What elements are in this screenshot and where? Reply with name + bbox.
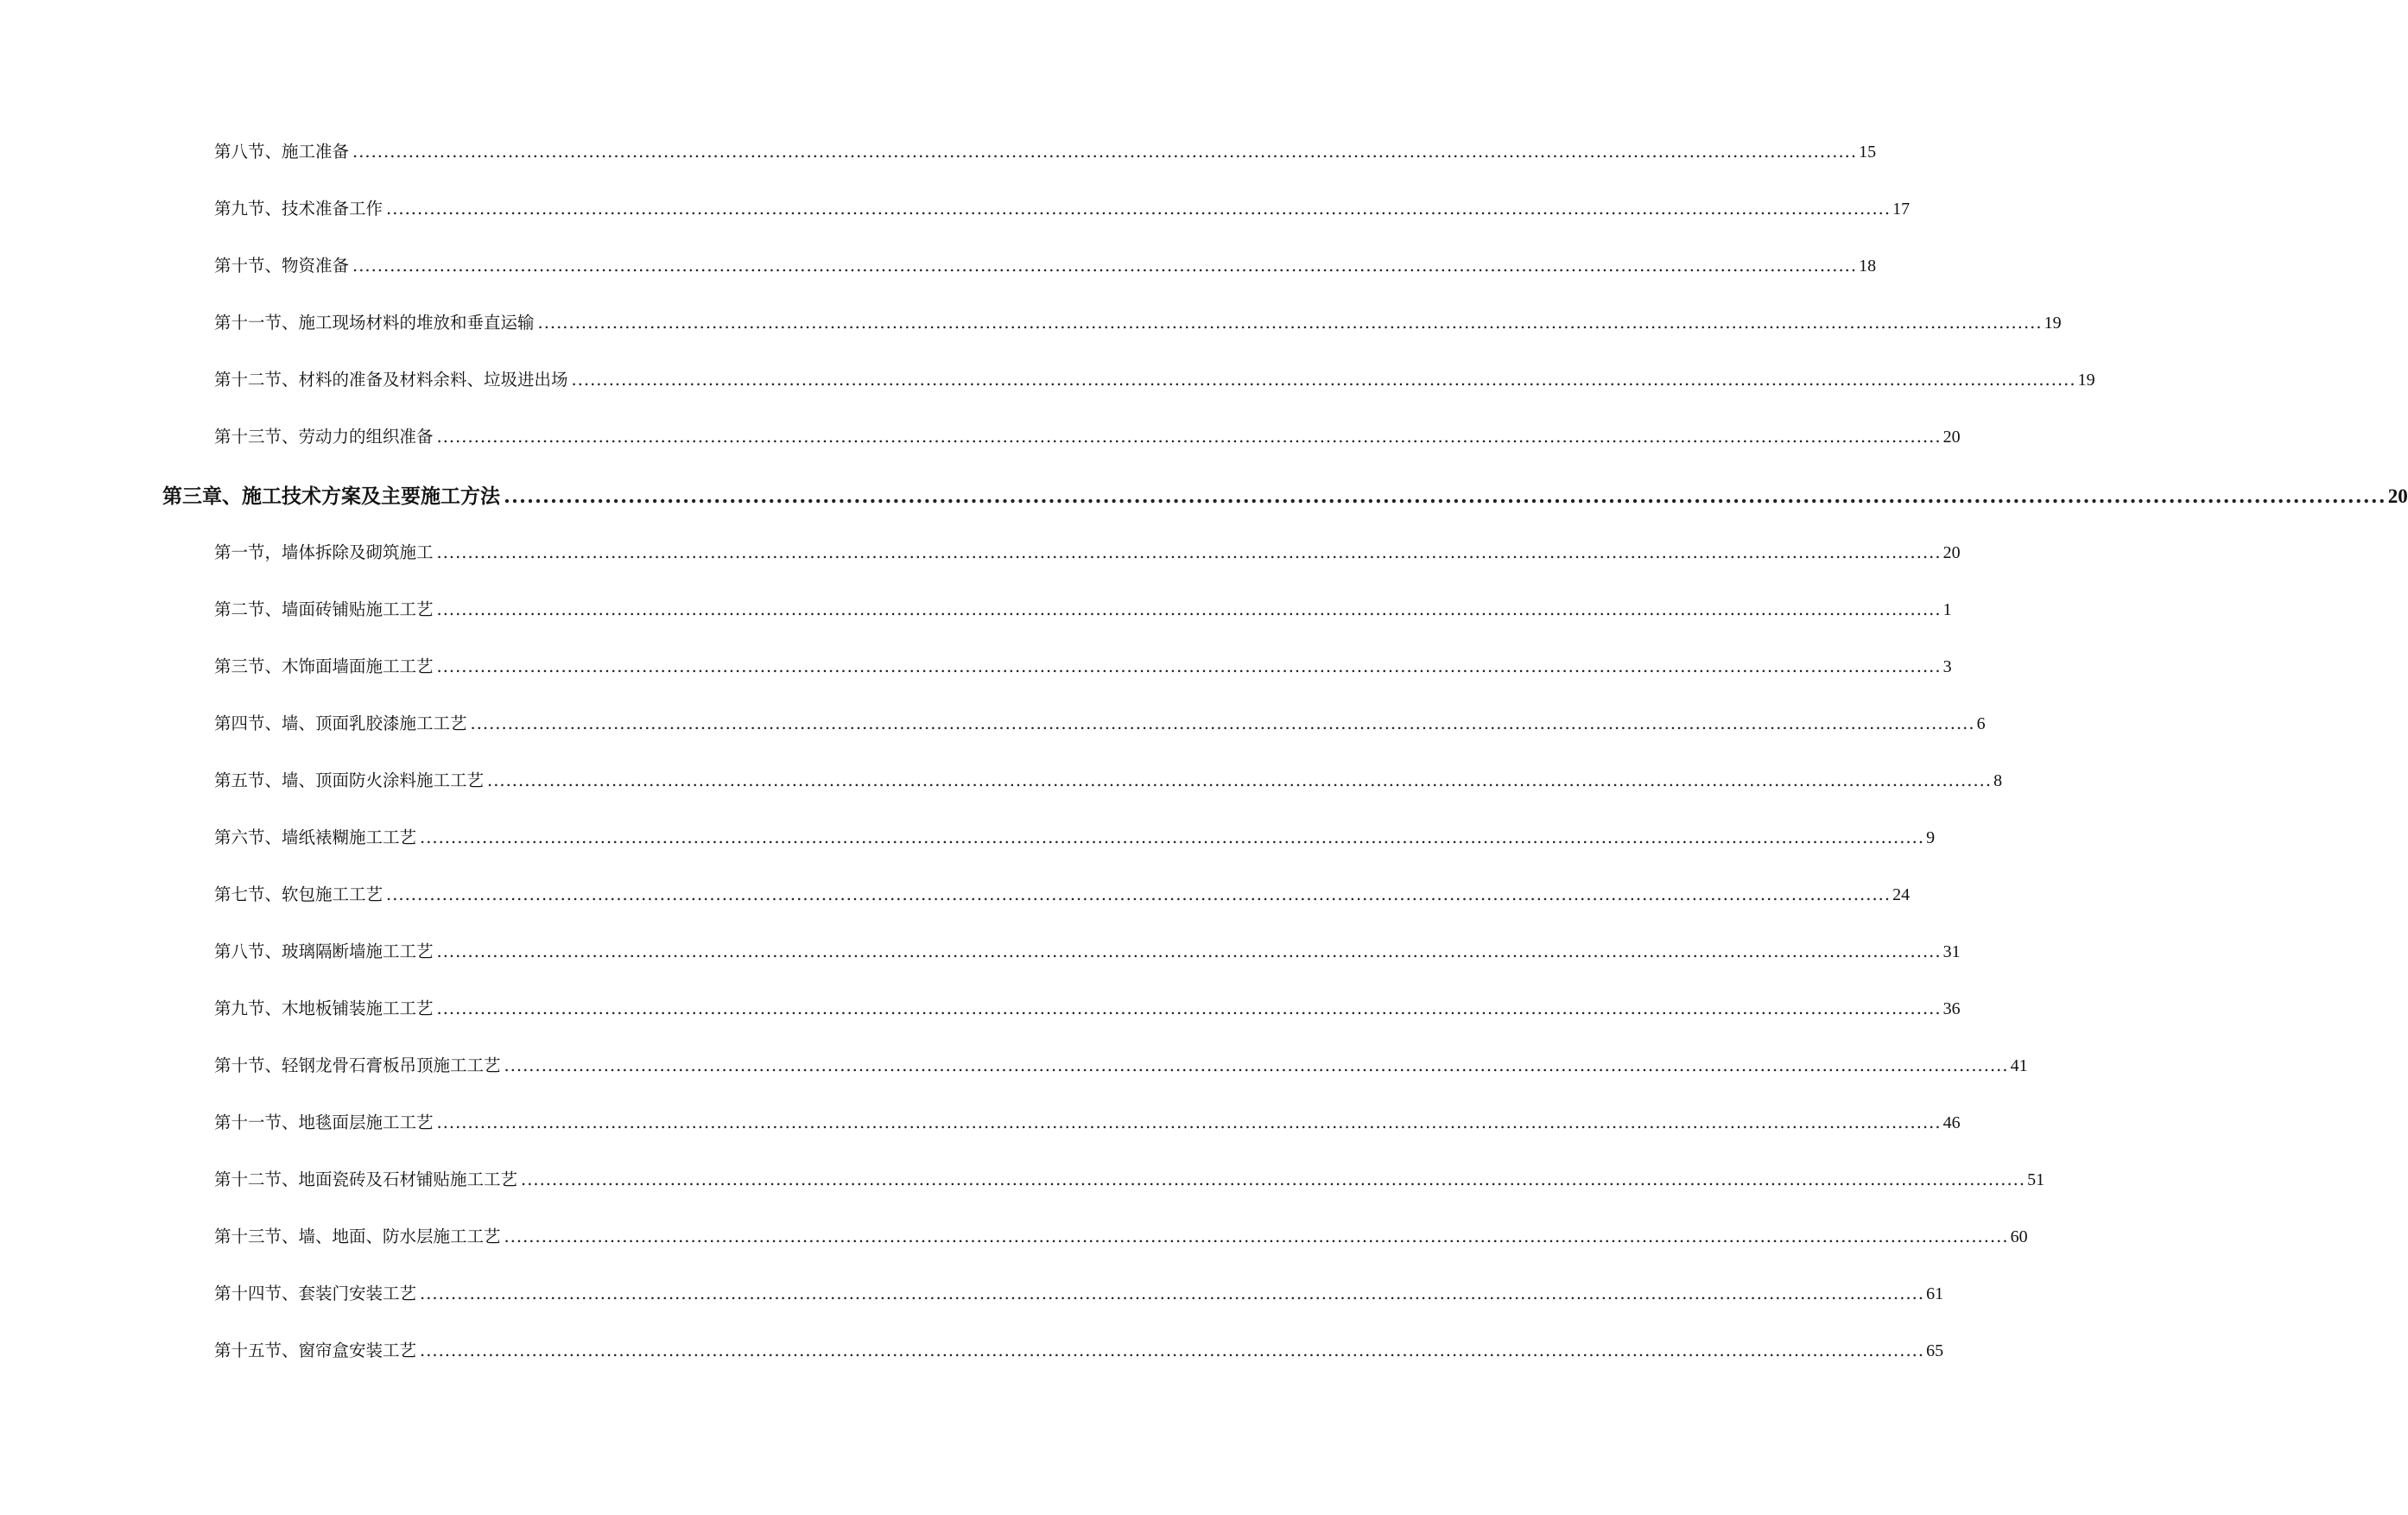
toc-entry-page-number: 24 xyxy=(1892,885,1911,904)
toc-entry-title: 第一节，墙体拆除及砌筑施工 xyxy=(214,542,434,562)
toc-leader-dots: .................................................................................................................................................................................................................................................. xyxy=(504,1055,2009,1075)
toc-entry-page-number: 20 xyxy=(1942,543,1961,562)
toc-entry-title: 第七节、软包施工工艺 xyxy=(214,884,383,904)
toc-leader-dots: .................................................................................................................................................................................................................................................. xyxy=(436,542,1942,562)
toc-entry-title: 第十二节、材料的准备及材料余料、垃圾进出场 xyxy=(214,370,568,390)
toc-entry-section-5[interactable] xyxy=(214,767,2003,791)
toc-entry-page-number: 46 xyxy=(1942,1113,1961,1132)
toc-entry-section-11b[interactable] xyxy=(214,1109,1961,1133)
toc-entry-page-number: 20 xyxy=(1942,428,1961,447)
toc-entry-section-13[interactable] xyxy=(214,423,1961,447)
toc-entry-section-6[interactable] xyxy=(214,824,1936,848)
toc-entry-page-number: 15 xyxy=(1859,143,1877,162)
toc-entry-section-12[interactable] xyxy=(214,366,2095,390)
toc-entry-page-number: 20 xyxy=(2387,485,2408,507)
toc-leader-dots: .................................................................................................................................................................................................................................................. xyxy=(386,199,1892,219)
toc-entry-page-number: 36 xyxy=(1942,999,1961,1018)
toc-entry-title: 第九节、技术准备工作 xyxy=(214,199,383,219)
toc-entry-section-9[interactable] xyxy=(214,195,1911,219)
toc-entry-title: 第十五节、窗帘盒安装工艺 xyxy=(214,1341,417,1360)
toc-leader-dots: .................................................................................................................................................................................................................................................. xyxy=(436,599,1942,619)
toc-entry-title: 第十一节、地毯面层施工工艺 xyxy=(214,1112,434,1132)
toc-entry-section-14[interactable] xyxy=(214,1280,1944,1304)
toc-entry-title: 第十三节、墙、地面、防水层施工工艺 xyxy=(214,1227,501,1246)
toc-entry-page-number: 19 xyxy=(2077,371,2095,390)
toc-entry-section-4[interactable] xyxy=(214,710,1986,734)
toc-entry-page-number: 17 xyxy=(1892,200,1911,219)
toc-entry-title: 第十节、轻钢龙骨石膏板吊顶施工工艺 xyxy=(214,1055,501,1075)
toc-entry-page-number: 8 xyxy=(1993,771,2003,790)
toc-entry-title: 第五节、墙、顶面防火涂料施工工艺 xyxy=(214,770,485,790)
toc-entry-section-12b[interactable] xyxy=(214,1166,2045,1190)
toc-entry-page-number: 18 xyxy=(1859,257,1877,276)
toc-leader-dots: .................................................................................................................................................................................................................................................. xyxy=(504,1227,2009,1246)
toc-leader-dots: .................................................................................................................................................................................................................................................. xyxy=(537,313,2043,333)
toc-entry-page-number: 6 xyxy=(1976,714,1986,733)
toc-leader-dots: .................................................................................................................................................................................................................................................. xyxy=(420,1341,1925,1360)
toc-entry-page-number: 1 xyxy=(1942,600,1952,619)
toc-entry-title: 第十四节、套装门安装工艺 xyxy=(214,1284,417,1303)
toc-leader-dots: .................................................................................................................................................................................................................................................. xyxy=(436,1112,1942,1132)
toc-entry-section-2[interactable] xyxy=(214,596,1952,620)
toc-entry-section-3[interactable] xyxy=(214,653,1952,677)
toc-entry-section-15[interactable] xyxy=(214,1337,1944,1361)
toc-leader-dots: .................................................................................................................................................................................................................................................. xyxy=(420,827,1925,847)
toc-leader-dots: .................................................................................................................................................................................................................................................. xyxy=(487,770,1993,790)
toc-entry-title: 第二节、墙面砖铺贴施工工艺 xyxy=(214,599,434,619)
toc-entry-title: 第三章、施工技术方案及主要施工方法 xyxy=(162,485,500,508)
toc-entry-page-number: 19 xyxy=(2044,314,2062,333)
toc-entry-page-number: 9 xyxy=(1926,828,1936,847)
toc-entry-title: 第十节、物资准备 xyxy=(214,256,350,276)
toc-entry-page-number: 31 xyxy=(1942,942,1961,961)
toc-entry-section-8b[interactable] xyxy=(214,938,1961,962)
toc-entry-title: 第八节、施工准备 xyxy=(214,142,350,162)
toc-entry-page-number: 60 xyxy=(2010,1227,2028,1246)
toc-entry-page-number: 61 xyxy=(1926,1284,1944,1303)
toc-entry-section-1[interactable] xyxy=(214,539,1961,563)
toc-entry-section-7[interactable] xyxy=(214,881,1911,905)
toc-leader-dots: .................................................................................................................................................................................................................................................. xyxy=(521,1170,2026,1189)
toc-entry-title: 第六节、墙纸裱糊施工工艺 xyxy=(214,827,417,847)
toc-entry-title: 第四节、墙、顶面乳胶漆施工工艺 xyxy=(214,713,467,733)
toc-entry-title: 第三节、木饰面墙面施工工艺 xyxy=(214,656,434,676)
toc-entry-section-10[interactable] xyxy=(214,252,1877,276)
toc-entry-page-number: 65 xyxy=(1926,1341,1944,1360)
toc-leader-dots: .................................................................................................................................................................................................................................................. xyxy=(470,713,1975,733)
toc-entry-page-number: 3 xyxy=(1942,657,1952,676)
toc-leader-dots: .................................................................................................................................................................................................................................................. xyxy=(436,998,1942,1018)
toc-entry-chapter-3[interactable] xyxy=(162,480,2408,509)
toc-leader-dots: .................................................................................................................................................................................................................................................. xyxy=(436,427,1942,447)
toc-leader-dots: .................................................................................................................................................................................................................................................. xyxy=(436,941,1942,961)
toc-entry-title: 第九节、木地板铺装施工工艺 xyxy=(214,998,434,1018)
toc-entry-section-8[interactable] xyxy=(214,138,1877,162)
toc-entry-section-10b[interactable] xyxy=(214,1052,2028,1076)
toc-entry-page-number: 51 xyxy=(2027,1170,2045,1189)
toc-entry-section-11[interactable] xyxy=(214,309,2062,333)
toc-entry-section-9b[interactable] xyxy=(214,995,1961,1019)
toc-leader-dots: .................................................................................................................................................................................................................................................. xyxy=(386,884,1892,904)
toc-leader-dots: .................................................................................................................................................................................................................................................. xyxy=(571,370,2076,390)
toc-leader-dots: .................................................................................................................................................................................................................................................. xyxy=(504,485,2386,508)
toc-entry-title: 第十一节、施工现场材料的堆放和垂直运输 xyxy=(214,313,535,333)
toc-leader-dots: .................................................................................................................................................................................................................................................. xyxy=(436,656,1942,676)
toc-entry-title: 第十三节、劳动力的组织准备 xyxy=(214,427,434,447)
toc-entry-title: 第八节、玻璃隔断墙施工工艺 xyxy=(214,941,434,961)
toc-entry-title: 第十二节、地面瓷砖及石材铺贴施工工艺 xyxy=(214,1170,518,1189)
toc-entry-section-13b[interactable] xyxy=(214,1223,2028,1247)
toc-leader-dots: .................................................................................................................................................................................................................................................. xyxy=(352,256,1858,276)
toc-leader-dots: .................................................................................................................................................................................................................................................. xyxy=(352,142,1858,162)
toc-leader-dots: .................................................................................................................................................................................................................................................. xyxy=(420,1284,1925,1303)
toc-entry-page-number: 41 xyxy=(2010,1056,2028,1075)
